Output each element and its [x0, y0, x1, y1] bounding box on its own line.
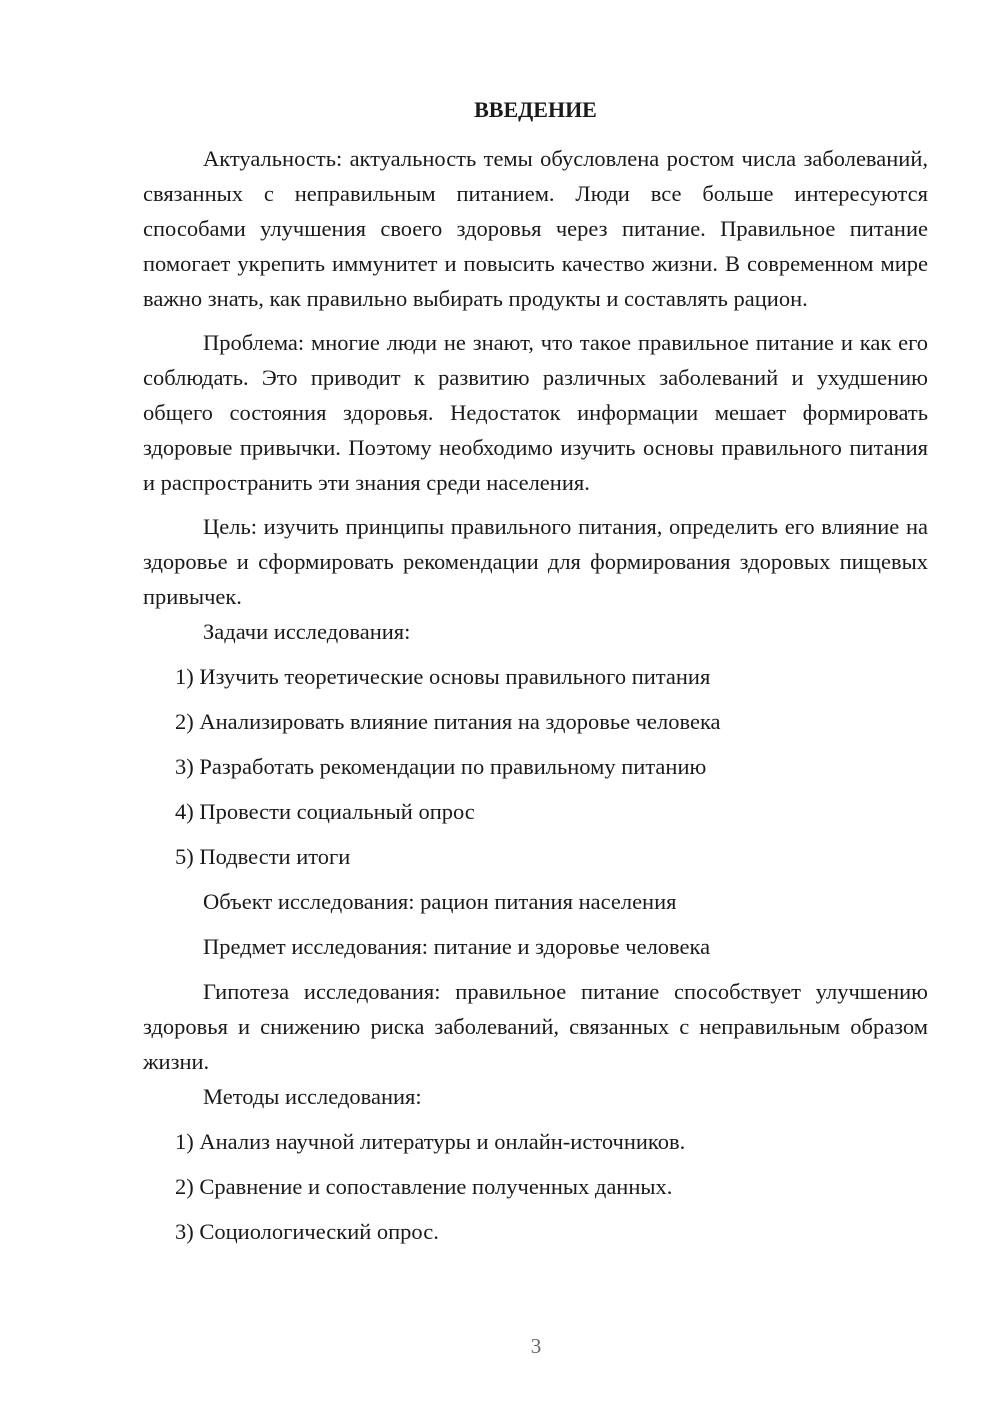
research-object: Объект исследования: рацион питания населения — [203, 889, 677, 914]
relevance-paragraph: Актуальность: актуальность темы обусловлена ростом числа заболеваний, связанных с неправильным питанием. Люди все больше интересуются способами улучшения своего здоровья через питание. Правильное питание помогает укрепить иммунитет и повысить качество жизни. В современном мире важно знать, как правильно выбирать продукты и составлять рацион. — [143, 146, 928, 311]
task-item: 3) Разработать рекомендации по правильному питанию — [175, 754, 707, 779]
page-number: 3 — [530, 1334, 542, 1358]
method-item: 3) Социологический опрос. — [175, 1219, 439, 1244]
section-heading: ВВЕДЕНИЕ — [474, 97, 597, 122]
methods-list — [143, 1124, 928, 1249]
hypothesis-paragraph: Гипотеза исследования: правильное питание способствует улучшению здоровья и снижению риска заболеваний, связанных с неправильным образом жизни. — [143, 979, 928, 1074]
method-item: 1) Анализ научной литературы и онлайн-источников. — [175, 1129, 686, 1154]
problem-paragraph: Проблема: многие люди не знают, что такое правильное питание и как его соблюдать. Это приводит к развитию различных заболеваний и ухудшению общего состояния здоровья. Недостаток информации мешает формировать здоровые привычки. Поэтому необходимо изучить основы правильного питания и распространить эти знания среди населения. — [143, 330, 928, 495]
document-page — [143, 92, 928, 1249]
task-item: 5) Подвести итоги — [175, 844, 351, 869]
task-item: 2) Анализировать влияние питания на здоровье человека — [175, 709, 721, 734]
methods-title: Методы исследования: — [203, 1084, 422, 1109]
research-subject: Предмет исследования: питание и здоровье человека — [203, 934, 711, 959]
tasks-list — [143, 659, 928, 874]
method-item: 2) Сравнение и сопоставление полученных данных. — [175, 1174, 673, 1199]
task-item: 4) Провести социальный опрос — [175, 799, 475, 824]
task-item: 1) Изучить теоретические основы правильного питания — [175, 664, 711, 689]
tasks-title: Задачи исследования: — [203, 619, 411, 644]
goal-paragraph: Цель: изучить принципы правильного питания, определить его влияние на здоровье и сформировать рекомендации для формирования здоровых пищевых привычек. — [143, 514, 928, 609]
